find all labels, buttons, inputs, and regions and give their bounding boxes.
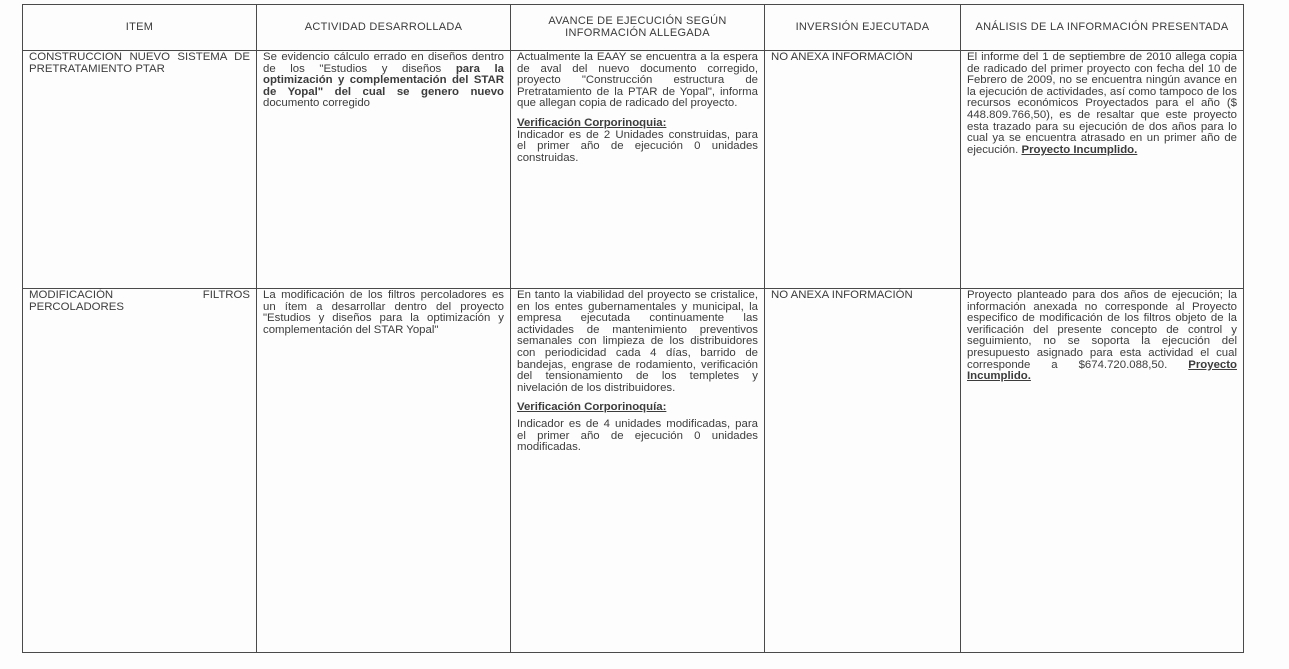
header-avance: AVANCE DE EJECUCIÓN SEGÚN INFORMACIÓN ALLEGADA (511, 5, 765, 51)
avance-text: Actualmente la EAAY se encuentra a la espera de aval del nuevo documento corregido, proyecto "Construcción estructura de Pretratamiento de la PTAR de Yopal", informa que allegan copia de radicado del proyecto. (517, 51, 758, 110)
table-row (23, 51, 1244, 289)
verification-text: Indicador es de 4 unidades modificadas, para el primer año de ejecución 0 unidades modificadas. (517, 417, 758, 454)
actividad-cell (257, 289, 511, 653)
actividad-bold-text: para la optimización y complementación del STAR de Yopal" del cual se genero nuevo (263, 62, 504, 98)
table-header-row (23, 5, 1244, 51)
header-inversion: INVERSIÓN EJECUTADA (765, 5, 961, 51)
analisis-text: Proyecto planteado para dos años de ejecución; la información anexada no corresponde al Proyecto especifico de modificación de los filtros objeto de la verificación del presente concepto de control y seguimiento, no se soporta la ejecución del presupuesto asignado para esta actividad el cual corresponde a $674.720.088,50. (967, 289, 1237, 371)
avance-cell (511, 51, 765, 289)
actividad-text: La modificación de los filtros percoladores es un ítem a desarrollar dentro del proyecto "Estudios y diseños para la optimización y complementación del STAR Yopal" (263, 289, 504, 336)
avance-text: En tanto la viabilidad del proyecto se cristalice, en los entes gubernamentales y municipal, la empresa ejecutada continuamente las actividades de mantenimiento preventivos semanales con limpieza de los distribuidores con periodicidad cada 4 días, barrido de bandejas, engrase de rodamiento, verificación del tensionamiento de los templetes y nivelación de los distribuidores. (517, 289, 758, 394)
header-item: ITEM (23, 5, 257, 51)
analisis-text: El informe del 1 de septiembre de 2010 allega copia de radicado del primer proyecto con fecha del 10 de Febrero de 2009, no se encuentra ningún avance en la ejecución de actividades, así como tampoco de los recursos económicos Proyectados para el año ($ 448.809.766,50), es de resaltar que este proyecto esta trazado para su ejecución de dos años para lo cual ya se encuentra atrasado en un primer año de ejecución. (967, 51, 1237, 156)
header-analisis: ANÁLISIS DE LA INFORMACIÓN PRESENTADA (961, 5, 1244, 51)
item-text: CONSTRUCCION NUEVO SISTEMA DE PRETRATAMIENTO PTAR (29, 51, 250, 75)
table-row (23, 289, 1244, 653)
header-actividad: ACTIVIDAD DESARROLLADA (257, 5, 511, 51)
evaluation-table (22, 4, 1244, 653)
item-text: MODIFICACIÓN FILTROS PERCOLADORES (29, 289, 250, 313)
item-cell (23, 289, 257, 653)
avance-cell (511, 289, 765, 653)
analisis-cell (961, 51, 1244, 289)
analisis-cell (961, 289, 1244, 653)
verification-label: Verificación Corporinoquia: (517, 116, 667, 129)
actividad-cell (257, 51, 511, 289)
actividad-text: Se evidencio cálculo errado en diseños dentro de los "Estudios y diseños (263, 51, 504, 75)
inversion-cell (765, 51, 961, 289)
inversion-text: NO ANEXA INFORMACIÓN (771, 289, 913, 301)
status-label: Proyecto Incumplido. (1021, 143, 1138, 156)
inversion-cell (765, 289, 961, 653)
item-cell (23, 51, 257, 289)
inversion-text: NO ANEXA INFORMACIÓN (771, 51, 913, 63)
actividad-text-end: documento corregido (263, 97, 371, 110)
verification-label: Verificación Corporinoquía: (517, 401, 667, 414)
status-label: Proyecto Incumplido. (967, 358, 1237, 383)
verification-text: Indicador es de 2 Unidades construidas, para el primer año de ejecución 0 unidades construidas. (517, 128, 758, 164)
